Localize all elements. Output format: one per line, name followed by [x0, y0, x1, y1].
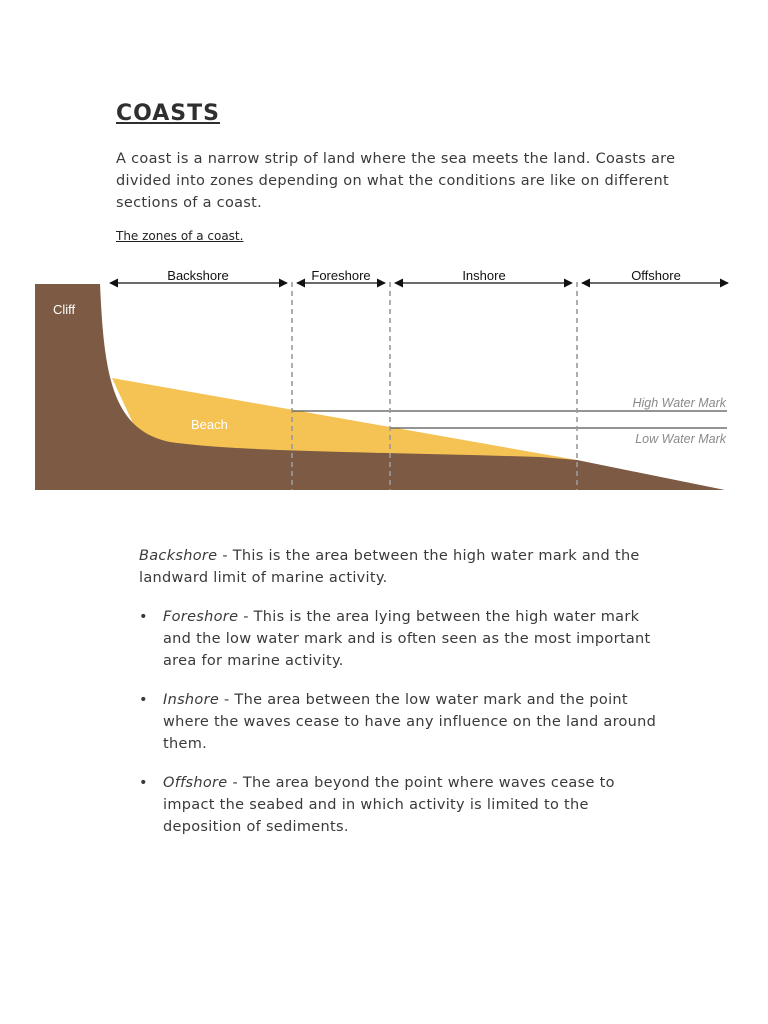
definition-text: - The area between the low water mark and the point where the waves cease to have any influence on the land around them. — [163, 692, 657, 752]
list-item — [139, 772, 659, 838]
definition-text: - The area beyond the point where waves cease to impact the seabed and in which activity is limited to the deposition of sediments. — [163, 775, 615, 835]
high-water-mark-label: High Water Mark — [632, 396, 726, 410]
low-water-mark-label: Low Water Mark — [635, 432, 726, 446]
definition-text: - This is the area between the high water mark and the landward limit of marine activity. — [139, 548, 640, 586]
coast-zones-diagram — [0, 255, 768, 495]
diagram-caption: The zones of a coast. — [116, 229, 244, 243]
definition-term: Foreshore — [163, 609, 239, 625]
definition-term: Offshore — [163, 775, 228, 791]
zone-label-foreshore: Foreshore — [311, 268, 371, 283]
definition-term: Inshore — [163, 692, 220, 708]
page-title: COASTS — [116, 101, 220, 126]
bullet-icon: • — [139, 692, 148, 708]
cliff-label: Cliff — [53, 302, 76, 317]
definition-term: Backshore — [139, 548, 218, 564]
zone-definition-list — [139, 606, 659, 855]
bullet-icon: • — [139, 609, 148, 625]
zone-label-offshore: Offshore — [631, 268, 681, 283]
beach-label: Beach — [191, 417, 228, 432]
bullet-icon: • — [139, 775, 148, 791]
list-item — [139, 689, 659, 755]
zone-label-inshore: Inshore — [462, 268, 506, 283]
list-item — [139, 606, 659, 672]
zone-label-backshore: Backshore — [167, 268, 229, 283]
intro-paragraph: A coast is a narrow strip of land where the sea meets the land. Coasts are divided into zones depending on what the conditions are like on different sections of a coast. — [116, 151, 676, 211]
definition-text: - This is the area lying between the high water mark and the low water mark and is often seen as the most important area for marine activity. — [163, 609, 651, 669]
backshore-definition — [139, 545, 659, 589]
